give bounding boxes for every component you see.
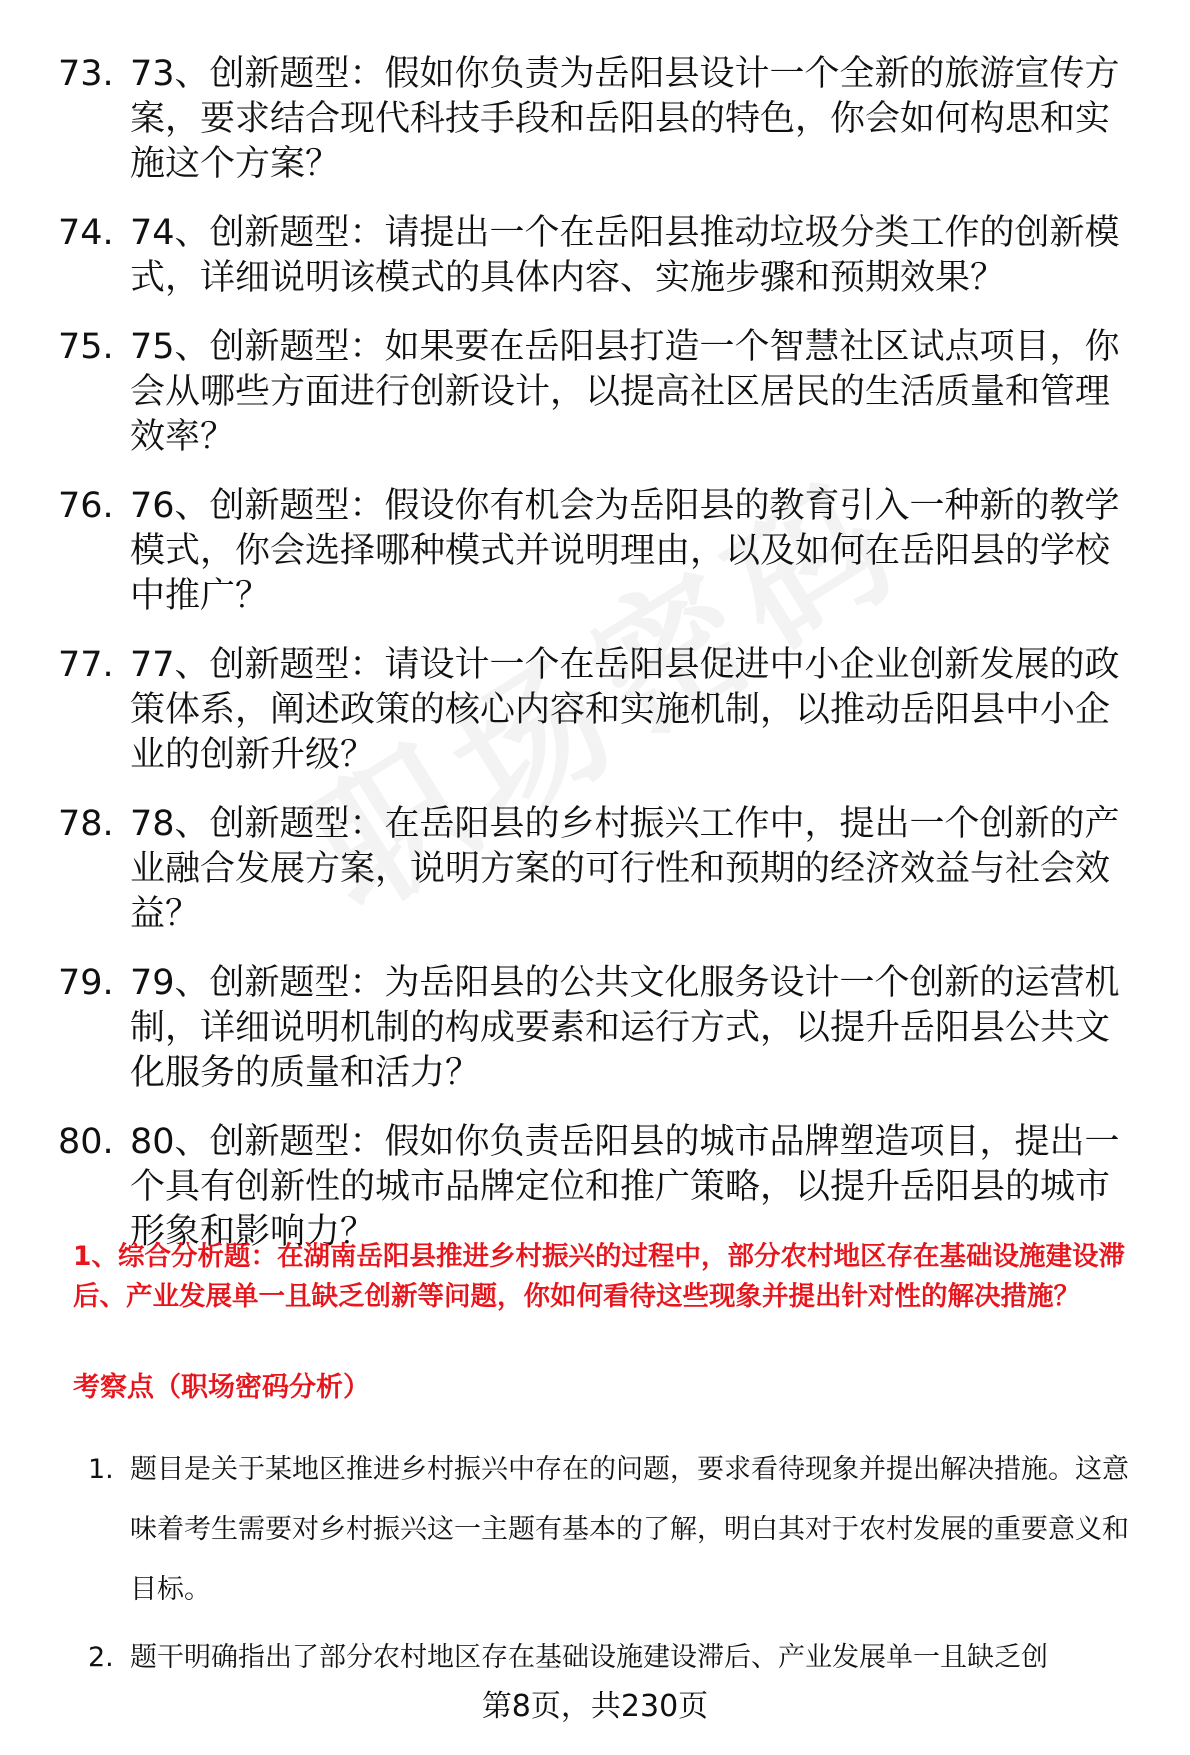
list-item [58, 961, 1158, 1096]
question-text: 77、创新题型：请设计一个在岳阳县促进中小企业创新发展的政策体系，阐述政策的核心内容和实施机制，以推动岳阳县中小企业的创新升级？ [130, 645, 1120, 775]
question-text: 80、创新题型：假如你负责岳阳县的城市品牌塑造项目，提出一个具有创新性的城市品牌定位和推广策略，以提升岳阳县的城市形象和影响力？ [130, 1122, 1120, 1252]
question-text: 79、创新题型：为岳阳县的公共文化服务设计一个创新的运营机制，详细说明机制的构成要素和运行方式，以提升岳阳县公共文化服务的质量和活力？ [130, 963, 1120, 1093]
question-number: 78. [58, 804, 114, 844]
question-text: 74、创新题型：请提出一个在岳阳县推动垃圾分类工作的创新模式，详细说明该模式的具体内容、实施步骤和预期效果？ [130, 213, 1120, 298]
list-item [58, 1120, 1158, 1255]
point-text: 题干明确指出了部分农村地区存在基础设施建设滞后、产业发展单一且缺乏创 [130, 1642, 1048, 1673]
question-text: 73、创新题型：假如你负责为岳阳县设计一个全新的旅游宣传方案，要求结合现代科技手段和岳阳县的特色，你会如何构思和实施这个方案？ [130, 54, 1120, 184]
point-number: 1. [88, 1454, 114, 1485]
question-text: 75、创新题型：如果要在岳阳县打造一个智慧社区试点项目，你会从哪些方面进行创新设计，以提高社区居民的生活质量和管理效率？ [130, 327, 1120, 457]
list-item [58, 643, 1158, 778]
list-item [88, 1628, 1168, 1688]
question-number: 73. [58, 54, 114, 94]
list-item [58, 52, 1158, 187]
page-footer: 第8页，共230页 [481, 1689, 709, 1724]
question-number: 77. [58, 645, 114, 685]
section-label: 考察点（职场密码分析） [73, 1372, 370, 1403]
question-number: 79. [58, 963, 114, 1003]
question-number: 76. [58, 486, 114, 526]
question-text: 78、创新题型：在岳阳县的乡村振兴工作中，提出一个创新的产业融合发展方案，说明方案的可行性和预期的经济效益与社会效益？ [130, 804, 1120, 934]
list-item [88, 1440, 1168, 1620]
list-item [58, 325, 1158, 460]
point-text: 题目是关于某地区推进乡村振兴中存在的问题，要求看待现象并提出解决措施。这意味着考生需要对乡村振兴这一主题有基本的了解，明白其对于农村发展的重要意义和目标。 [130, 1454, 1129, 1605]
list-item [58, 484, 1158, 619]
question-number: 75. [58, 327, 114, 367]
point-number: 2. [88, 1642, 114, 1673]
list-item [58, 211, 1158, 301]
analysis-points [88, 1440, 1168, 1696]
analysis-question-title: 1、综合分析题：在湖南岳阳县推进乡村振兴的过程中，部分农村地区存在基础设施建设滞后、产业发展单一且缺乏创新等问题，你如何看待这些现象并提出针对性的解决措施？ [73, 1241, 1125, 1312]
list-item [58, 802, 1158, 937]
question-text: 76、创新题型：假设你有机会为岳阳县的教育引入一种新的教学模式，你会选择哪种模式并说明理由，以及如何在岳阳县的学校中推广？ [130, 486, 1120, 616]
question-number: 74. [58, 213, 114, 253]
question-number: 80. [58, 1122, 114, 1162]
question-list [58, 52, 1158, 1279]
